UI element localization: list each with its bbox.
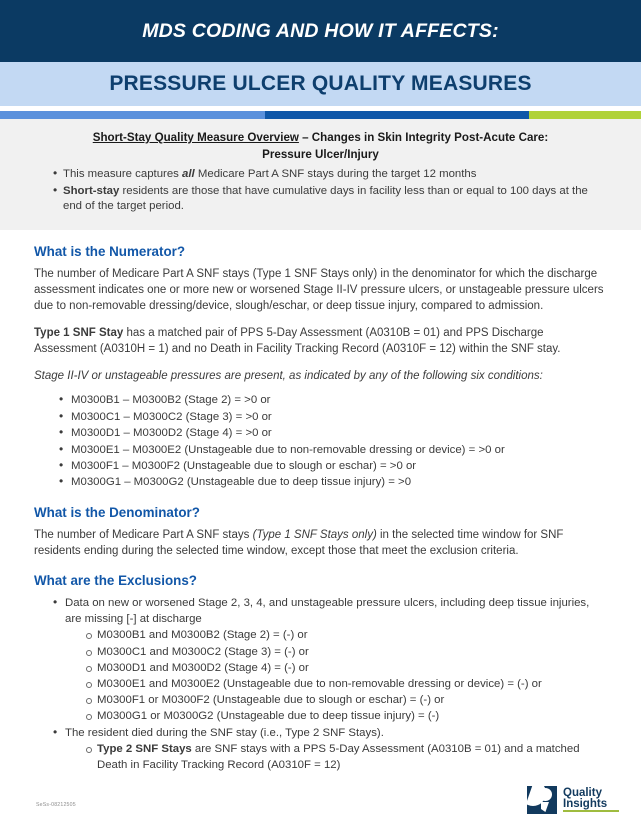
accent-bar-segment-green [529,111,641,119]
header-title-line1: MDS CODING AND HOW IT AFFECTS: [142,19,499,42]
overview-bullet-1-emphasis: Short-stay [63,184,120,197]
overview-title-rest: – Changes in Skin Integrity Post-Acute Care: [298,131,549,144]
conditions-list [34,392,607,490]
quality-insights-logo-icon [527,786,557,814]
accent-color-bar [0,111,641,119]
overview-bullet-0-pre: This measure captures [63,168,183,180]
type1-rest: has a matched pair of PPS 5-Day Assessment (A0310B = 01) and PPS Discharge Assessment (A0310H = 1) and no Death in Facility Tracking Record (A0310F = 12) within the SNF stay. [34,327,561,356]
quality-insights-logo [527,786,619,814]
accent-bar-segment-dark-blue [265,111,530,119]
list-item: • M0300C1 – M0300C2 (Stage 3) = >0 or [59,409,607,425]
list-item [53,167,607,183]
list-item: M0300E1 and M0300E2 (Unstageable due to non-removable dressing or device) = (-) or [85,676,607,692]
overview-bullet-0-emphasis: all [182,168,195,180]
exclusion-bullet-1-text: Data on new or worsened Stage 2, 3, 4, and unstageable pressure ulcers, including deep tissue injuries, are missing [-] at discharge [65,596,590,626]
overview-title [34,130,607,146]
denominator-text-pre: The number of Medicare Part A SNF stays [34,528,253,541]
type1-label: Type 1 SNF Stay [34,327,124,340]
footer [0,778,641,830]
overview-title-underlined: Short-Stay Quality Measure Overview [92,131,299,144]
logo-line-1: Quality [563,787,602,800]
header-title-band [0,0,641,62]
logo-wordmark [563,788,619,812]
exclusion-sub-list-1 [65,627,607,724]
list-item: M0300C1 and M0300C2 (Stage 3) = (-) or [85,644,607,660]
exclusion-bullet-2-text: The resident died during the SNF stay (i.e., Type 2 SNF Stays). [65,726,384,739]
list-item [53,184,607,215]
accent-bar-segment-light-blue [0,111,265,119]
list-item: • M0300G1 – M0300G2 (Unstageable due to deep tissue injury) = >0 [59,474,607,490]
header-subtitle-band [0,62,641,106]
content-area [0,244,641,773]
conditions-intro: Stage II-IV or unstageable pressures are present, as indicated by any of the following six conditions: [34,370,543,383]
document-code: SeSs-08212505 [36,802,76,808]
denominator-text-italic: (Type 1 SNF Stays only) [252,528,377,541]
list-item: M0300G1 or M0300G2 (Unstageable due to deep tissue injury) = (-) [85,708,607,724]
list-item: M0300B1 and M0300B2 (Stage 2) = (-) or [85,627,607,643]
overview-title-line2: Pressure Ulcer/Injury [262,148,379,161]
list-item: M0300D1 and M0300D2 (Stage 4) = (-) or [85,660,607,676]
numerator-heading: What is the Numerator? [34,243,186,259]
list-item: M0300F1 or M0300F2 (Unstageable due to slough or eschar) = (-) or [85,692,607,708]
denominator-text-post: in the selected time window for SNF residents ending during the selected time window, except those that meet the exclusion criteria. [34,528,564,557]
numerator-paragraph: The number of Medicare Part A SNF stays (Type 1 SNF Stays only) in the denominator for which the discharge assessment indicates one or more new or worsened Stage II-IV pressure ulcers, or unstageable pressure ulcers due to non-removable dressing/device, slough/eschar, or deep tissue injury, compared to admission. [34,267,604,312]
denominator-heading: What is the Denominator? [34,504,200,520]
exclusions-list [34,595,607,773]
list-item: • M0300E1 – M0300E2 (Unstageable due to non-removable dressing or device) = >0 or [59,442,607,458]
logo-line-2: Insights [563,797,608,810]
overview-bullet-list [34,167,607,215]
exclusion-sub-list-2 [65,741,607,773]
overview-bullet-1-post: residents are those that have cumulative days in facility less than or equal to 100 days at the end of the target period. [63,184,588,213]
overview-panel [0,119,641,230]
type1-definition [34,325,607,357]
overview-bullet-0-post: Medicare Part A SNF stays during the target 12 months [194,168,477,180]
exclusions-heading: What are the Exclusions? [34,572,197,588]
denominator-paragraph [34,527,607,559]
header-title-line2: PRESSURE ULCER QUALITY MEASURES [109,72,532,95]
list-item: • M0300F1 – M0300F2 (Unstageable due to slough or eschar) = >0 or [59,458,607,474]
list-item [53,595,607,725]
list-item: • M0300B1 – M0300B2 (Stage 2) = >0 or [59,392,607,408]
type2-rest: are SNF stays with a PPS 5-Day Assessment (A0310B = 01) and a matched Death in Facility Tracking Record (A0310F = 12) [97,742,580,771]
logo-accent-rule [563,810,619,812]
list-item: • M0300D1 – M0300D2 (Stage 4) = >0 or [59,425,607,441]
list-item [53,725,607,774]
type2-label: Type 2 SNF Stays [97,742,192,755]
list-item [85,741,607,773]
